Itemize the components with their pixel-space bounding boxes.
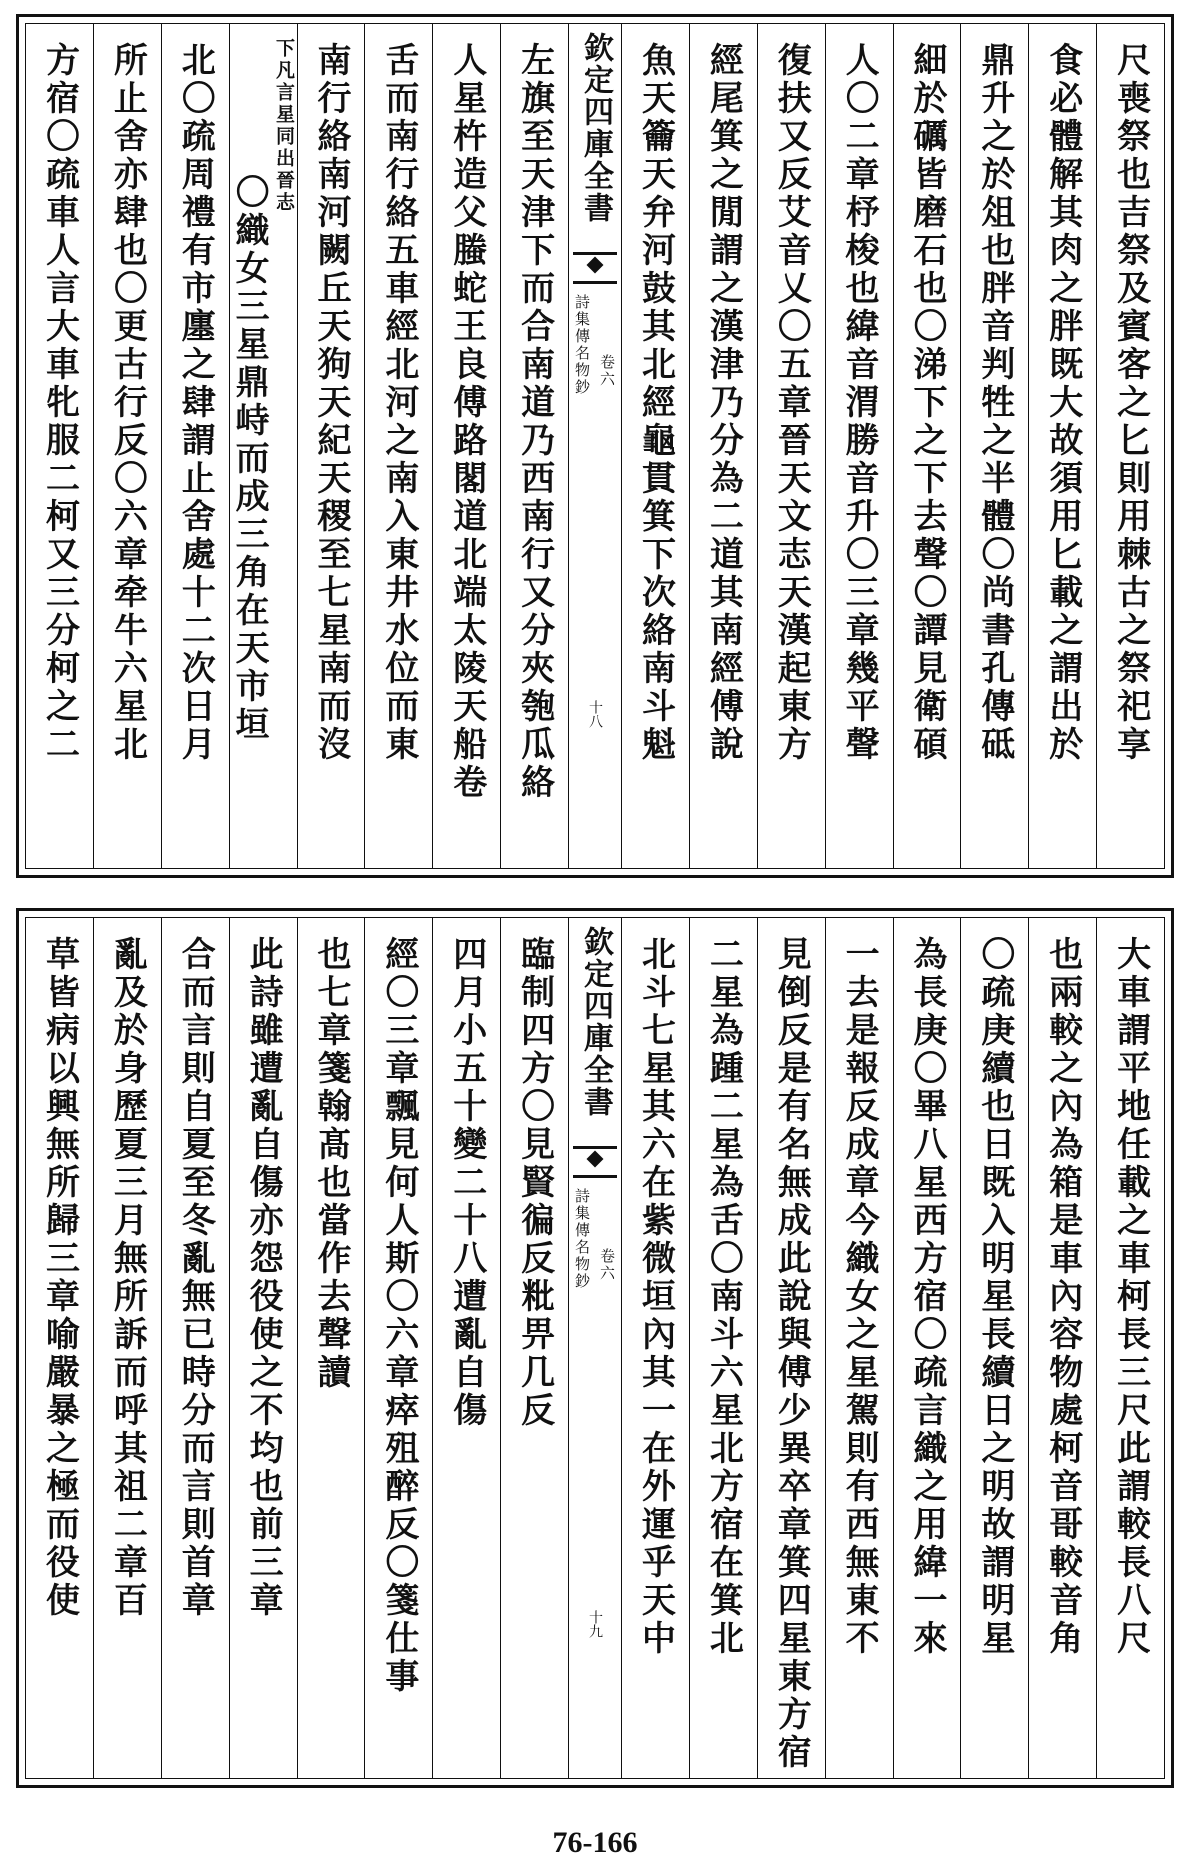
column-text: 尺喪祭也吉祭及賓客之匕則用棘古之祭祀享 — [1110, 42, 1151, 764]
volume-label: 卷六 — [598, 354, 616, 388]
bottom-page — [16, 908, 1174, 1788]
column-text: 四月小五十變二十八遭亂自傷 — [446, 936, 487, 1430]
left-text-column-2 — [364, 24, 432, 868]
book-title: 欽定四庫全書 — [578, 926, 613, 1118]
left-text-column-6 — [93, 24, 161, 868]
annotation-note: 下凡言星同出晉志 — [272, 38, 295, 214]
page-footer: 76-166 — [552, 1826, 638, 1859]
column-text: 見倒反是有名無成此說與傅少異卒章箕四星東方宿 — [771, 936, 812, 1772]
column-text: 〇疏庚續也日既入明星長續日之明故謂明星 — [974, 936, 1015, 1658]
volume-label: 卷六 — [598, 1248, 616, 1282]
column-text: 方宿〇疏車人言大車牝服二柯又三分柯之二 — [39, 42, 80, 764]
column-text: 復扶又反艾音乂〇五章晉天文志天漢起東方 — [771, 42, 812, 764]
right-text-column-6 — [689, 918, 757, 1778]
section-title: 詩集傳名物鈔 — [573, 294, 591, 396]
column-text: 北斗七星其六在紫微垣內其一在外運乎天中 — [635, 936, 676, 1658]
column-text: 也兩較之內為箱是車內容物處柯音哥較音角 — [1042, 936, 1083, 1658]
column-text: 食必體解其肉之胖既大故須用匕載之謂出於 — [1042, 42, 1083, 764]
column-text: 左旗至天津下而合南道乃西南行又分夾匏瓜絡 — [514, 42, 555, 802]
left-text-column-5 — [161, 918, 229, 1778]
right-text-column-2 — [960, 918, 1028, 1778]
column-text: 二星為踵二星為舌〇南斗六星北方宿在箕北 — [703, 936, 744, 1658]
right-text-column-1 — [1028, 918, 1096, 1778]
column-text: 為長庚〇畢八星西方宿〇疏言織之用緯一來 — [906, 936, 947, 1658]
column-text: 人星杵造父螣蛇王良傅路閣道北端太陵天船卷 — [446, 42, 487, 802]
center-fold-column — [568, 24, 621, 868]
left-text-column-7 — [26, 24, 93, 868]
column-text: 細於礪皆磨石也〇涕下之下去聲〇譚見衛碩 — [906, 42, 947, 764]
right-text-column-6 — [689, 24, 757, 868]
top-page-columns — [25, 23, 1165, 869]
column-text: 〇織女三星鼎峙而成三角在天市垣 — [229, 174, 270, 744]
right-text-column-3 — [893, 918, 961, 1778]
right-text-column-4 — [825, 24, 893, 868]
book-title: 欽定四庫全書 — [578, 32, 613, 224]
column-text: 亂及於身歷夏三月無所訴而呼其祖二章百 — [107, 936, 148, 1620]
column-text: 北〇疏周禮有市廛之肆謂止舍處十二次日月 — [175, 42, 216, 764]
column-text: 經尾箕之閒謂之漢津乃分為二道其南經傅說 — [703, 42, 744, 764]
right-text-column-2 — [960, 24, 1028, 868]
right-text-column-0 — [1096, 918, 1164, 1778]
column-text: 鼎升之於俎也胖音判牲之半體〇尚書孔傳砥 — [974, 42, 1015, 764]
column-text: 此詩雖遭亂自傷亦怨役使之不均也前三章 — [243, 936, 284, 1620]
left-text-column-3 — [297, 24, 365, 868]
right-text-column-7 — [621, 918, 689, 1778]
right-text-column-3 — [893, 24, 961, 868]
column-text: 大車謂平地任載之車柯長三尺此謂較長八尺 — [1110, 936, 1151, 1658]
right-text-column-0 — [1096, 24, 1164, 868]
column-text: 南行絡南河闕丘天狗天紀天稷至七星南而沒 — [310, 42, 351, 764]
left-text-column-5 — [161, 24, 229, 868]
left-text-column-6 — [93, 918, 161, 1778]
section-title: 詩集傳名物鈔 — [573, 1188, 591, 1290]
bottom-page-columns — [25, 917, 1165, 1779]
fishtail-mark-icon — [573, 252, 617, 284]
left-text-column-1 — [432, 24, 500, 868]
left-text-column-1 — [432, 918, 500, 1778]
left-text-column-4 — [229, 24, 297, 868]
right-text-column-4 — [825, 918, 893, 1778]
column-text: 所止舍亦肆也〇更古行反〇六章牵牛六星北 — [107, 42, 148, 764]
right-text-column-5 — [757, 24, 825, 868]
left-text-column-4 — [229, 918, 297, 1778]
column-text: 魚天籥天弁河鼓其北經龜貫箕下次絡南斗魁 — [635, 42, 676, 764]
column-text: 經〇三章飄見何人斯〇六章瘁殂醉反〇箋仕事 — [378, 936, 419, 1696]
center-fold-column — [568, 918, 621, 1778]
column-text: 舌而南行絡五車經北河之南入東井水位而東 — [378, 42, 419, 764]
top-page — [16, 14, 1174, 878]
column-text: 一去是報反成章今織女之星駕則有西無東不 — [839, 936, 880, 1658]
leaf-number: 十八 — [587, 700, 603, 728]
column-text: 臨制四方〇見賢徧反粃畀几反 — [514, 936, 555, 1430]
left-text-column-0 — [500, 24, 568, 868]
leaf-number: 十九 — [587, 1610, 603, 1638]
right-text-column-7 — [621, 24, 689, 868]
column-text: 人〇二章杼梭也緯音渭勝音升〇三章幾平聲 — [839, 42, 880, 764]
fishtail-mark-icon — [573, 1146, 617, 1178]
left-text-column-2 — [364, 918, 432, 1778]
right-text-column-1 — [1028, 24, 1096, 868]
left-text-column-0 — [500, 918, 568, 1778]
right-text-column-5 — [757, 918, 825, 1778]
left-text-column-3 — [297, 918, 365, 1778]
column-text: 合而言則自夏至冬亂無已時分而言則首章 — [175, 936, 216, 1620]
column-text: 也七章箋翰髙也當作去聲讀 — [310, 936, 351, 1392]
column-text: 草皆病以興無所歸三章喻嚴暴之極而役使 — [39, 936, 80, 1620]
left-text-column-7 — [26, 918, 93, 1778]
